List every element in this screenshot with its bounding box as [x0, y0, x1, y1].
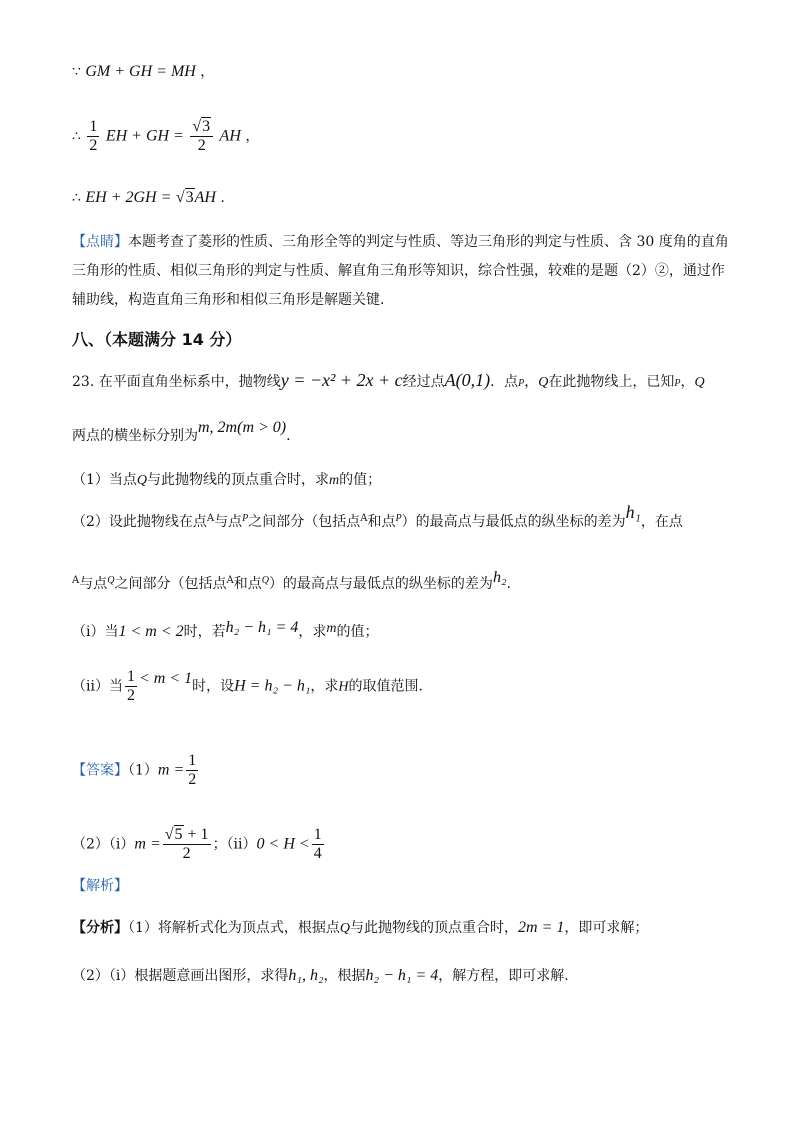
var-m: m — [326, 621, 337, 636]
frac-num: 1 — [89, 118, 98, 135]
text: 与此抛物线的顶点重合时，求 — [147, 472, 330, 488]
text: ，根据 — [323, 968, 366, 984]
x-coordinates: m, 2m(m > 0) — [198, 419, 287, 436]
text: 的值； — [339, 472, 382, 488]
condition-i: 1 < m < 2 — [118, 623, 184, 640]
text: ，求 — [298, 624, 327, 640]
text: （1）将解析式化为顶点式，根据点 — [128, 920, 340, 936]
problem-line-2 — [72, 419, 291, 445]
question-2-ii — [72, 668, 423, 705]
text: 在此抛物线上，已知 — [548, 374, 675, 390]
fraction-half — [186, 752, 198, 789]
question-2-line-1 — [72, 502, 683, 532]
frac-den: 4 — [313, 845, 322, 862]
problem-line-1 — [72, 370, 705, 392]
text: 之间部分（包括点 — [248, 514, 361, 530]
text: ，在点 — [640, 514, 683, 530]
point-q: Q — [136, 473, 148, 488]
proof-eq-1: GM + GH = MH — [85, 63, 196, 80]
frac-num: 1 — [126, 668, 135, 685]
text: ；（ⅱ） — [212, 836, 257, 853]
text: 和点 — [367, 514, 396, 530]
text: ， — [680, 374, 695, 390]
frac-den: 2 — [89, 137, 98, 154]
comment-tag: 【点睛】 — [72, 234, 128, 250]
proof-ah: AH — [194, 189, 216, 206]
fraction-half — [125, 668, 137, 705]
text: ， — [524, 374, 539, 390]
text: ，解方程，即可求解. — [438, 968, 569, 984]
frac-den: 2 — [197, 137, 206, 154]
text: 经过点 — [402, 374, 445, 390]
text: ，即可求解； — [564, 920, 649, 936]
text: 与点 — [214, 514, 243, 530]
text: ）的最高点与最低点的纵坐标的差为 — [268, 576, 493, 592]
equation-i: h₂ − h₁ = 4 — [225, 619, 299, 636]
comment-paragraph — [72, 228, 732, 315]
text: 的取值范围. — [348, 678, 423, 695]
punct: ， — [200, 64, 215, 80]
proof-ah: AH — [219, 127, 241, 145]
question-2-i — [72, 619, 379, 642]
radicand: 3 — [185, 189, 194, 206]
text: （1） — [128, 762, 158, 779]
text: 与点 — [79, 576, 108, 592]
point-p: P — [242, 513, 249, 524]
answer-m: m = — [134, 835, 161, 853]
point-q: Q — [107, 575, 115, 586]
text: 和点 — [233, 576, 262, 592]
analysis-line-2 — [72, 966, 569, 985]
vars-h1-h2: h₁, h₂ — [288, 967, 324, 984]
frac-den: 2 — [188, 771, 197, 788]
text: . — [506, 576, 511, 592]
point-p: P — [395, 513, 402, 524]
proof-eq-3: EH + 2GH = — [85, 189, 172, 206]
text: （2）（ⅰ）根据题意画出图形，求得 — [72, 968, 289, 984]
proof-line-3 — [72, 188, 225, 207]
text: 两点的横坐标分别为 — [72, 428, 198, 444]
therefore-symbol: ∴ — [72, 128, 81, 145]
point-a-label: A — [226, 575, 234, 586]
point-p: P — [674, 378, 681, 389]
text: 在平面直角坐标系中，抛物线 — [98, 374, 281, 390]
section-title: 八、（本题满分 14 分） — [72, 330, 242, 349]
answer-m: m = — [157, 761, 185, 779]
point-a-label: A — [206, 513, 215, 524]
frac-den: 2 — [182, 845, 191, 862]
fraction-half — [87, 118, 99, 155]
text: ）的最高点与最低点的纵坐标的差为 — [401, 514, 626, 530]
equation-2m: 2m = 1 — [518, 919, 565, 936]
point-a-label: A — [72, 575, 80, 586]
text: 之间部分（包括点 — [114, 576, 227, 592]
plus-one: + 1 — [187, 826, 209, 843]
point-a-label: A — [360, 513, 368, 524]
text: （2）（ⅰ） — [72, 836, 135, 853]
var-h: H — [338, 679, 349, 695]
equation-h: h₂ − h₁ = 4 — [365, 967, 439, 984]
condition-ii: < m < 1 — [138, 669, 193, 687]
radicand: 3 — [202, 118, 211, 135]
fraction-sqrt5 — [163, 826, 211, 863]
frac-den: 2 — [126, 687, 135, 704]
point-q: Q — [339, 921, 351, 936]
point-q: Q — [261, 575, 269, 586]
comment-text: 本题考查了菱形的性质、三角形全等的判定与性质、等边三角形的判定与性质、含 30 度角的直角三角形的性质、相似三角形的判定与性质、解直角三角形等知识，综合性强，较难的是题（2）②，通过作辅助线，构造直角三角形和相似三角形是解题关键. — [72, 234, 729, 308]
fraction-sqrt3-over-2 — [190, 118, 213, 155]
parabola-equation: y = −x² + 2x + c — [280, 370, 403, 390]
proof-line-2 — [72, 118, 259, 155]
proof-eq-2: EH + GH = — [105, 127, 184, 145]
frac-num: 1 — [313, 826, 322, 843]
punct: ， — [245, 128, 260, 145]
answer-tag: 【答案】 — [72, 762, 128, 779]
text: （1）当点 — [72, 472, 137, 488]
answer-line-1 — [72, 752, 200, 789]
frac-num: 1 — [188, 752, 197, 769]
var-h2: h₂ — [492, 569, 507, 586]
var-m: m — [329, 473, 340, 488]
question-2-line-2 — [72, 569, 511, 593]
sqrt-symbol: √3 — [175, 189, 194, 206]
text: 的值； — [336, 624, 379, 640]
sqrt-symbol: √3 — [192, 118, 211, 135]
var-h1: h₁ — [625, 502, 641, 522]
point-a: A(0,1) — [444, 370, 491, 390]
therefore-symbol: ∴ — [72, 190, 81, 206]
point-p: P — [518, 378, 525, 389]
proof-line-1 — [72, 62, 214, 81]
because-symbol: ∵ — [72, 64, 81, 80]
text: 时，若 — [183, 624, 226, 640]
text: . — [286, 428, 291, 444]
punct: . — [220, 190, 225, 206]
text: （ⅰ）当 — [72, 624, 119, 640]
analysis-subtag: 【分析】 — [72, 920, 128, 936]
text: （2）设此抛物线在点 — [72, 514, 207, 530]
answer-line-2 — [72, 826, 326, 863]
text: 与此抛物线的顶点重合时， — [350, 920, 519, 936]
problem-number: 23. — [72, 374, 95, 390]
text: （ⅱ）当 — [72, 678, 123, 695]
answer-inequality: 0 < H < — [256, 835, 310, 853]
analysis-line-1 — [72, 918, 648, 938]
analysis-tag: 【解析】 — [72, 878, 128, 894]
radicand: 5 — [174, 826, 183, 843]
text: 时，设 — [192, 678, 235, 695]
text: ，求 — [310, 678, 339, 695]
point-q: Q — [694, 375, 705, 390]
text: ．点 — [490, 374, 519, 390]
point-q: Q — [538, 375, 549, 390]
fraction-quarter — [312, 826, 324, 863]
sqrt-symbol: √5 — [164, 826, 183, 843]
question-1 — [72, 472, 381, 490]
equation-ii: H = h₂ − h₁ — [234, 677, 311, 695]
